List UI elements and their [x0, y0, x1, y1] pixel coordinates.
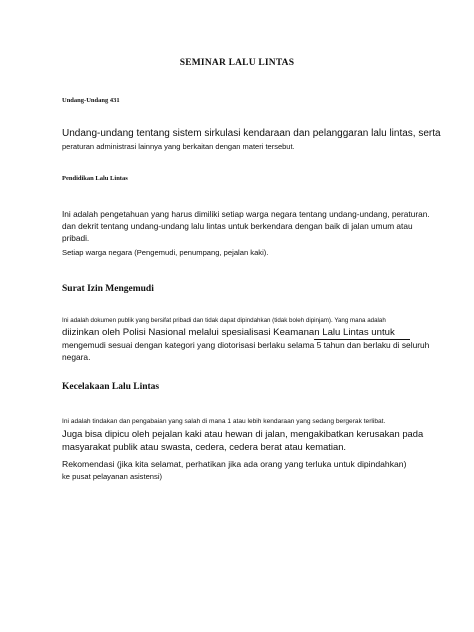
section-heading-surat-izin: Surat Izin Mengemudi	[62, 284, 154, 294]
paragraph-line: dan dekrit tentang undang-undang lalu lintas untuk berkendara dengan baik di jalan umum atau	[62, 221, 413, 231]
paragraph-line-with-underline	[62, 327, 395, 338]
section-heading-pendidikan: Pendidikan Lalu Lintas	[62, 175, 128, 182]
paragraph-line: negara.	[62, 352, 91, 362]
paragraph-line: peraturan administrasi lainnya yang berkaitan dengan materi tersebut.	[62, 142, 295, 151]
paragraph-line: Ini adalah dokumen publik yang bersifat pribadi dan tidak dapat dipindahkan (tidak boleh dipinjam). Yang mana adalah	[62, 317, 386, 324]
paragraph-line: mengemudi sesuai dengan kategori yang diotorisasi berlaku selama 5 tahun dan berlaku di seluruh	[62, 340, 430, 350]
paragraph-line: Juga bisa dipicu oleh pejalan kaki atau hewan di jalan, mengakibatkan kerusakan pada	[62, 428, 424, 439]
document-title: SEMINAR LALU LINTAS	[179, 58, 295, 68]
section-heading-kecelakaan: Kecelakaan Lalu Lintas	[62, 382, 160, 392]
section-heading-undang-undang: Undang-Undang 431	[62, 97, 120, 104]
paragraph-line: masyarakat publik atau swasta, cedera, cedera berat atau kematian.	[62, 441, 347, 452]
paragraph-line: Setiap warga negara (Pengemudi, penumpang, pejalan kaki).	[62, 248, 269, 257]
paragraph-line: Undang-undang tentang sistem sirkulasi kendaraan dan pelanggaran lalu lintas, serta	[62, 128, 441, 139]
paragraph-line: Ini adalah tindakan dan pengabaian yang salah di mana 1 atau lebih kendaraan yang sedang bergerak terlibat.	[62, 418, 386, 425]
paragraph-line-text: diizinkan oleh Polisi Nasional melalui spesialisasi Keamanan Lalu Lintas untuk	[62, 327, 395, 338]
paragraph-line: Ini adalah pengetahuan yang harus dimiliki setiap warga negara tentang undang-undang, peraturan.	[62, 209, 430, 219]
paragraph-line: pribadi.	[62, 233, 90, 243]
paragraph-line: Rekomendasi (jika kita selamat, perhatikan jika ada orang yang terluka untuk dipindahkan)	[62, 459, 407, 469]
paragraph-line: ke pusat pelayanan asistensi)	[62, 472, 163, 481]
